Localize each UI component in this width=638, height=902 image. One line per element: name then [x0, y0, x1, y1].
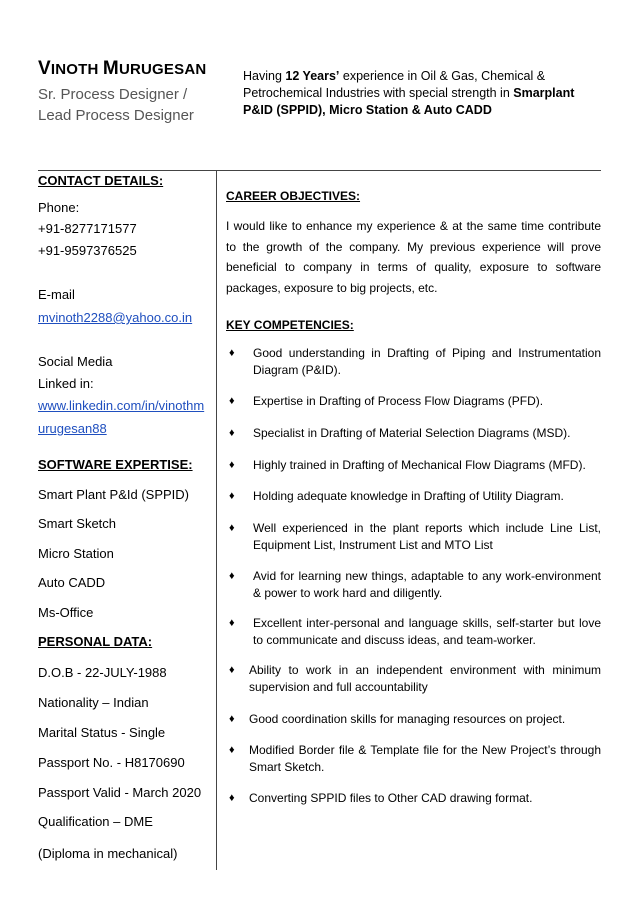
list-item: ♦ Converting SPPID files to Other CAD drawing format. [229, 791, 533, 805]
software-item: Ms-Office [38, 605, 94, 620]
bullet-icon: ♦ [229, 570, 235, 582]
list-item: ♦ Specialist in Drafting of Material Selection Diagrams (MSD). [229, 426, 571, 440]
software-item: Smart Plant P&Id (SPPID) [38, 487, 189, 502]
phone-1: +91-8277171577 [38, 221, 137, 236]
linkedin-label: Linked in: [38, 376, 94, 391]
contact-heading: CONTACT DETAILS: [38, 173, 164, 188]
bullet-icon: ♦ [229, 459, 235, 471]
profile-summary: Having 12 Years’ experience in Oil & Gas, Chemical & Petrochemical Industries with special strength in Smarplant P&ID (SPPID), Micro Station & Auto CADD [243, 69, 575, 117]
bullet-icon: ♦ [229, 490, 235, 502]
list-item: ♦ Expertise in Drafting of Process Flow Diagrams (PFD). [229, 394, 544, 408]
bullet-icon: ♦ [229, 395, 235, 407]
personal-item-qualification: Qualification – DME [38, 814, 153, 829]
bullet-icon: ♦ [229, 744, 235, 756]
personal-item-marital-status: Marital Status - Single [38, 725, 166, 740]
software-item: Smart Sketch [38, 516, 117, 531]
candidate-role [38, 84, 194, 126]
list-item: ♦ Holding adequate knowledge in Drafting of Utility Diagram. [229, 489, 564, 503]
email-label: E-mail [38, 287, 75, 302]
list-item: ♦ Avid for learning new things, adaptable to any work-environment & power to work hard and diligently. [229, 569, 601, 600]
career-objectives-text: I would like to enhance my experience & at the same time contribute to the growth of the company. My previous experience will prove beneficial to company in terms of quality, exposure to software packages, exposure to big projects, etc. [226, 219, 601, 295]
role-line-2: Lead Process Designer [38, 107, 194, 124]
bullet-icon: ♦ [229, 522, 235, 534]
list-item: ♦ Well experienced in the plant reports which include Line List, Equipment List, Instrument List and MTO List [229, 521, 601, 552]
personal-item-qualification-detail: (Diploma in mechanical) [38, 846, 178, 861]
personal-heading: PERSONAL DATA: [38, 634, 153, 649]
bullet-icon: ♦ [229, 347, 235, 359]
column-divider [216, 170, 217, 870]
candidate-name: VINOTH MURUGESAN [38, 58, 207, 79]
email-link[interactable]: mvinoth2288@yahoo.co.in [38, 310, 193, 325]
bullet-icon: ♦ [229, 617, 235, 629]
phone-label: Phone: [38, 200, 80, 215]
bullet-icon: ♦ [229, 427, 235, 439]
career-objectives-heading: CAREER OBJECTIVES: [226, 189, 361, 203]
linkedin-link-line-1[interactable]: www.linkedin.com/in/vinothm [38, 398, 205, 413]
software-item: Auto CADD [38, 575, 106, 590]
list-item: ♦ Good coordination skills for managing resources on project. [229, 712, 566, 726]
header-divider [38, 170, 601, 171]
bullet-icon: ♦ [229, 792, 235, 804]
list-item: ♦ Highly trained in Drafting of Mechanical Flow Diagrams (MFD). [229, 458, 586, 472]
personal-item-passport-valid: Passport Valid - March 2020 [38, 785, 202, 800]
list-item: ♦ Good understanding in Drafting of Piping and Instrumentation Diagram (P&ID). [229, 346, 601, 377]
social-media-label: Social Media [38, 354, 113, 369]
software-heading: SOFTWARE EXPERTISE: [38, 457, 193, 472]
software-item: Micro Station [38, 546, 114, 561]
personal-item-nationality: Nationality – Indian [38, 695, 149, 710]
list-item: ♦ Excellent inter-personal and language skills, self-starter but love to communicate and discuss ideas, and team-worker. [229, 616, 601, 647]
key-competencies-heading: KEY COMPETENCIES: [226, 318, 354, 332]
phone-2: +91-9597376525 [38, 243, 137, 258]
personal-item-dob: D.O.B - 22-JULY-1988 [38, 665, 167, 680]
bullet-icon: ♦ [229, 713, 235, 725]
bullet-icon: ♦ [229, 664, 235, 676]
linkedin-link-line-2[interactable]: urugesan88 [38, 421, 107, 436]
role-line-1: Sr. Process Designer / [38, 86, 188, 103]
list-item: ♦ Modified Border file & Template file for the New Project’s through Smart Sketch. [229, 743, 601, 774]
personal-item-passport-no: Passport No. - H8170690 [38, 755, 185, 770]
list-item: ♦ Ability to work in an independent environment with minimum supervision and full accountability [229, 663, 601, 694]
